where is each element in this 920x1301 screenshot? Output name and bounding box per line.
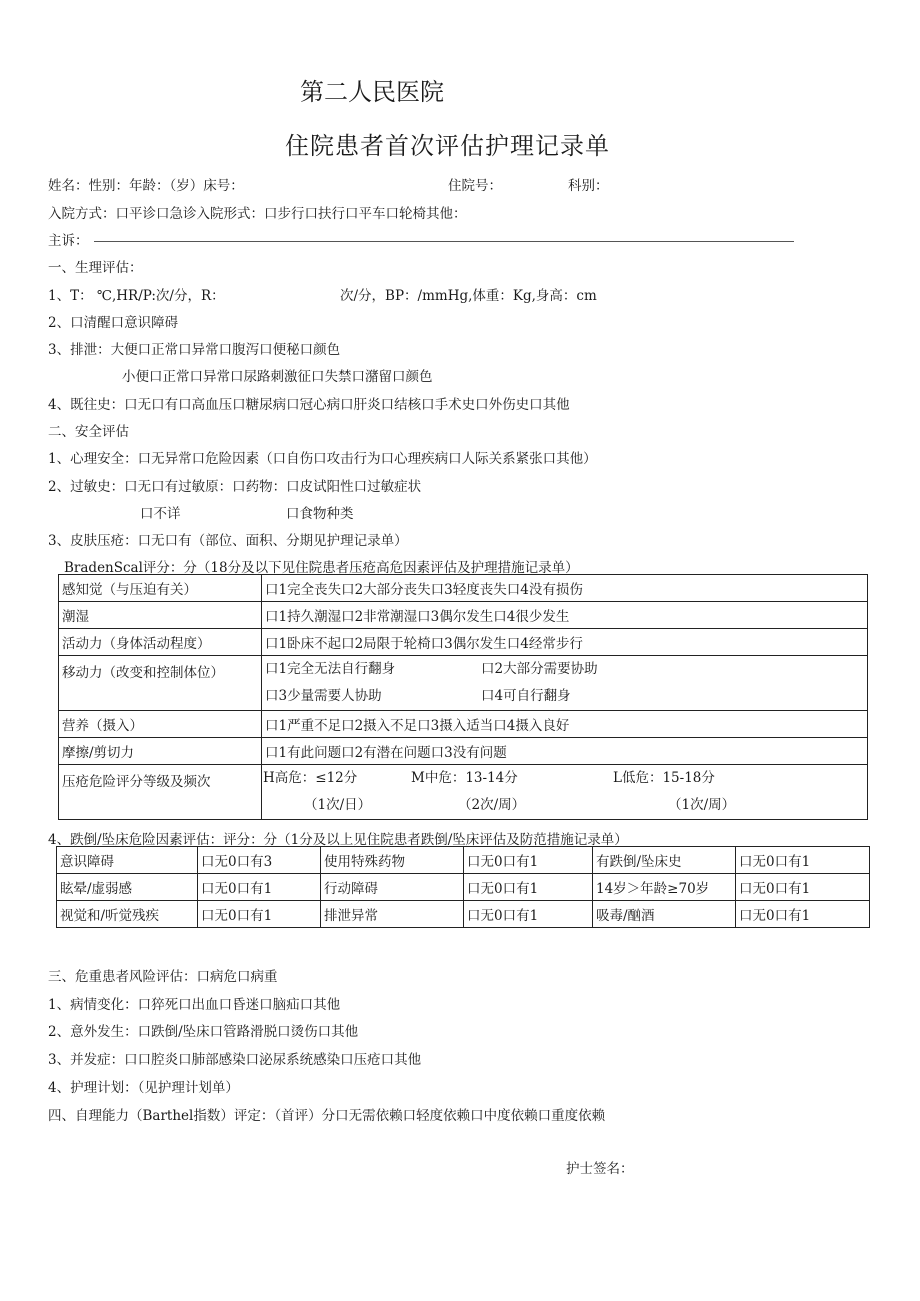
fall-factor: 意识障碍 [57, 847, 198, 874]
fall-row [57, 874, 870, 901]
braden-risk-row [59, 765, 868, 820]
braden-mobility-row [59, 656, 868, 711]
fall-score: 口无0口有1 [464, 901, 593, 928]
consciousness-line: 2、口清醒口意识障碍 [48, 315, 179, 331]
braden-options: 口1有此问题口2有潜在问题口3没有问题 [262, 738, 868, 765]
psych-safety: 1、心理安全：口无异常口危险因素（口自伤口攻击行为口心理疾病口人际关系紧张口其他） [48, 451, 597, 467]
braden-label: 移动力（改变和控制体位） [59, 656, 262, 711]
braden-row [59, 629, 868, 656]
chief-complaint-label: 主诉： [48, 233, 89, 249]
fall-factor: 排泄异常 [321, 901, 464, 928]
braden-mobility-options [262, 656, 868, 711]
nursing-plan: 4、护理计划：（见护理计划单） [48, 1080, 239, 1096]
form-title: 住院患者首次评估护理记录单 [285, 132, 610, 160]
braden-label: 潮湿 [59, 602, 262, 629]
braden-label: 感知觉（与压迫有关） [59, 575, 262, 602]
chief-complaint-line [94, 241, 794, 242]
braden-options: 口1卧床不起口2局限于轮椅口3偶尔发生口4经常步行 [262, 629, 868, 656]
mobility-option-1: 口1完全无法自行翻身 [265, 661, 396, 677]
fall-score: 口无0口有1 [464, 874, 593, 901]
fall-factor: 眩晕/虚弱感 [57, 874, 198, 901]
braden-label: 摩擦/剪切力 [59, 738, 262, 765]
risk-high-frequency: （1次/日） [304, 797, 372, 813]
nurse-signature-label: 护士签名： [566, 1161, 634, 1177]
fall-factor: 行动障碍 [321, 874, 464, 901]
physio-heading: 一、生理评估： [48, 260, 143, 276]
excretion-urine: 小便口正常口异常口尿路刺激征口失禁口潴留口颜色 [122, 369, 433, 385]
safety-heading: 二、安全评估 [48, 424, 129, 440]
vitals-line-b: 次/分，BP：/mmHg,体重：Kg,身高：cm [340, 288, 597, 304]
patient-info-basic: 姓名：性别：年龄：（岁）床号： [48, 178, 244, 194]
braden-table [58, 574, 868, 820]
fall-risk-table [56, 846, 870, 928]
fall-row [57, 847, 870, 874]
vitals-line-a: 1、T： ℃,HR/P:次/分，R： [48, 288, 225, 304]
fall-score: 口无0口有1 [198, 874, 321, 901]
barthel-assessment: 四、自理能力（Barthel指数）评定：（首评）分口无需依赖口轻度依赖口中度依赖口重度依赖 [48, 1108, 606, 1124]
braden-row [59, 738, 868, 765]
braden-label: 营养（摄入） [59, 711, 262, 738]
fall-factor: 使用特殊药物 [321, 847, 464, 874]
braden-score-label: BradenScal评分：分（18分及以下见住院患者压疮高危因素评估及护理措施记录单） [64, 560, 579, 576]
fall-row [57, 901, 870, 928]
braden-risk-levels [262, 765, 868, 820]
fall-score: 口无0口有1 [736, 901, 870, 928]
allergy-line-1: 2、过敏史：口无口有过敏原：口药物：口皮试阳性口过敏症状 [48, 479, 422, 495]
braden-row [59, 602, 868, 629]
critical-heading: 三、危重患者风险评估：口病危口病重 [48, 969, 278, 985]
fall-score: 口无0口有3 [198, 847, 321, 874]
fall-score: 口无0口有1 [736, 874, 870, 901]
braden-row [59, 711, 868, 738]
braden-row [59, 575, 868, 602]
fall-factor: 视觉和/听觉残疾 [57, 901, 198, 928]
excretion-stool: 3、排泄：大便口正常口异常口腹泻口便秘口颜色 [48, 342, 341, 358]
accident-occurrence: 2、意外发生：口跌倒/坠床口管路滑脱口烫伤口其他 [48, 1024, 359, 1040]
fall-score: 口无0口有1 [464, 847, 593, 874]
allergy-unknown: 口不详 [140, 506, 181, 522]
fall-factor: 吸毒/酗酒 [593, 901, 736, 928]
fall-score: 口无0口有1 [198, 901, 321, 928]
risk-mid: M中危：13-14分 [411, 770, 518, 786]
pressure-sore-line: 3、皮肤压疮：口无口有（部位、面积、分期见护理记录单） [48, 533, 408, 549]
admission-number-label: 住院号： [448, 178, 502, 194]
fall-score: 口无0口有1 [736, 847, 870, 874]
braden-options: 口1持久潮湿口2非常潮湿口3偶尔发生口4很少发生 [262, 602, 868, 629]
department-label: 科别： [568, 178, 609, 194]
mobility-option-2: 口2大部分需要协助 [481, 661, 598, 677]
medical-history: 4、既往史：口无口有口高血压口糖尿病口冠心病口肝炎口结核口手术史口外伤史口其他 [48, 397, 570, 413]
complications: 3、并发症：口口腔炎口肺部感染口泌尿系统感染口压疮口其他 [48, 1052, 422, 1068]
fall-factor: 有跌倒/坠床史 [593, 847, 736, 874]
braden-label: 活动力（身体活动程度） [59, 629, 262, 656]
braden-options: 口1完全丧失口2大部分丧失口3轻度丧失口4没有损伤 [262, 575, 868, 602]
mobility-option-4: 口4可自行翻身 [481, 688, 571, 704]
admission-method: 入院方式：口平诊口急诊入院形式：口步行口扶行口平车口轮椅其他： [48, 206, 467, 222]
allergy-food: 口食物种类 [286, 506, 354, 522]
mobility-option-3: 口3少量需要人协助 [265, 688, 382, 704]
hospital-name: 第二人民医院 [300, 78, 444, 106]
fall-risk-label: 4、跌倒/坠床危险因素评估：评分：分（1分及以上见住院患者跌倒/坠床评估及防范措施记录单） [48, 832, 628, 848]
risk-low: L低危：15-18分 [613, 770, 715, 786]
risk-high: H高危：≤12分 [263, 770, 358, 786]
risk-mid-frequency: （2次/周） [458, 797, 526, 813]
risk-low-frequency: （1次/周） [668, 797, 736, 813]
fall-factor: 14岁＞年龄≥70岁 [593, 874, 736, 901]
braden-options: 口1严重不足口2摄入不足口3摄入适当口4摄入良好 [262, 711, 868, 738]
braden-label: 压疮危险评分等级及频次 [59, 765, 262, 820]
condition-change: 1、病情变化：口猝死口出血口昏迷口脑疝口其他 [48, 997, 341, 1013]
